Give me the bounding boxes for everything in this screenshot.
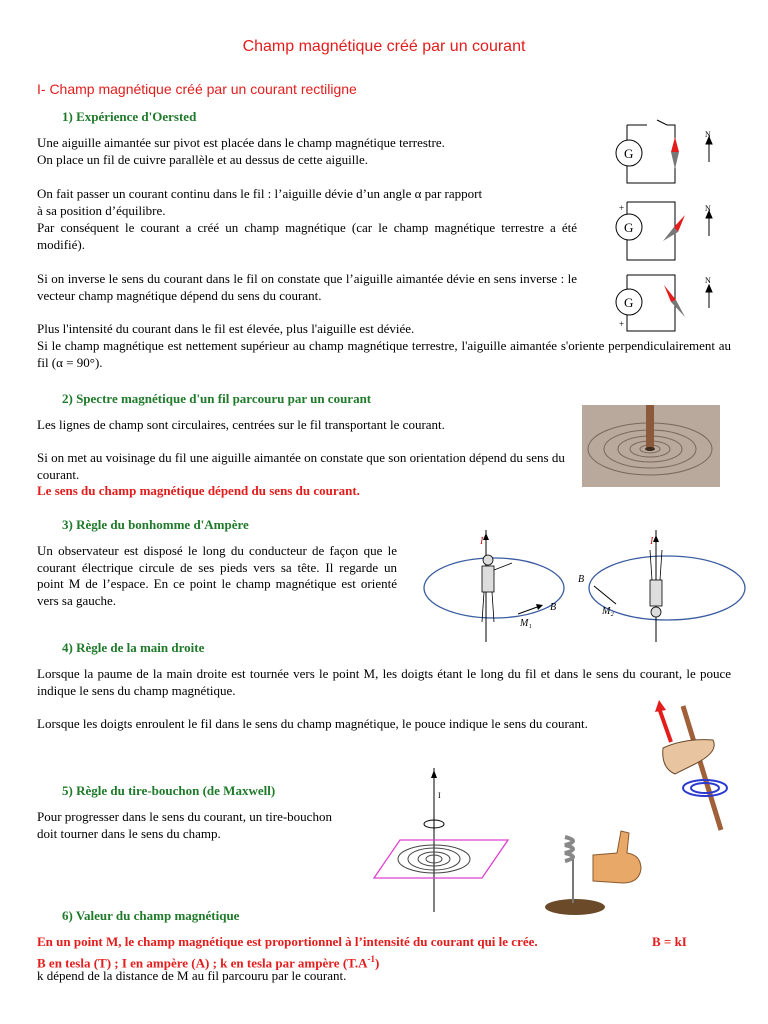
ampere-figure	[422, 530, 750, 645]
oersted-text-5: Plus l'intensité du courant dans le fil est élevée, plus l'aiguille est déviée.	[37, 321, 415, 336]
right-hand-text-1: Lorsque la paume de la main droite est tournée vers le point M, les doigts étant le long du fil et dans le sens du courant, le pouce indique le sens du champ magnétique.	[37, 666, 731, 698]
oersted-line-4: à sa position d’équilibre.	[37, 202, 166, 218]
subsection-4-heading: 4) Règle de la main droite	[62, 640, 205, 655]
oersted-line-2: On place un fil de cuivre parallèle et au dessus de cette aiguille.	[37, 151, 368, 167]
right-hand-figure	[655, 698, 735, 833]
plus-sign: +	[619, 319, 625, 329]
current-label: I	[438, 791, 441, 800]
corkscrew-hand-photo	[545, 825, 655, 917]
subsection-1-heading: 1) Expérience d'Oersted	[62, 109, 197, 124]
b-label: B	[578, 574, 585, 585]
subsection-2-heading: 2) Spectre magnétique d'un fil parcouru par un courant	[62, 391, 372, 406]
b-vector-arrow	[594, 586, 616, 604]
subsection-3-heading: 3) Règle du bonhomme d'Ampère	[62, 517, 249, 532]
oersted-text-2	[37, 186, 577, 219]
oersted-line-1: Une aiguille aimantée sur pivot est placée dans le champ magnétique terrestre.	[37, 135, 445, 150]
b-label: B	[550, 602, 557, 613]
field-formula: B = kI	[652, 934, 687, 949]
north-label: N	[705, 204, 711, 213]
units-text: B en tesla (T) ; I en ampère (A) ; k en tesla par ampère (T.A	[37, 955, 368, 971]
current-label: I	[650, 536, 654, 547]
spectrum-rule: Le sens du champ magnétique dépend du sens du courant.	[37, 483, 360, 498]
north-label: N	[705, 276, 711, 285]
m1-label: M₁	[520, 618, 532, 629]
b-vector-arrow	[518, 606, 540, 614]
corkscrew-figure	[372, 768, 512, 913]
north-label: N	[705, 130, 711, 139]
spectrum-text-2: Si on met au voisinage du fil une aiguille aimantée on constate que son orientation dépend du sens du courant.	[37, 450, 565, 482]
compass-needle-icon	[671, 137, 679, 169]
oersted-figure	[605, 115, 730, 335]
oersted-line-3: On fait passer un courant continu dans le fil : l’aiguille dévie d’un angle α par rapport	[37, 186, 483, 201]
spectrum-text-1: Les lignes de champ sont circulaires, centrées sur le fil transportant le courant.	[37, 417, 445, 432]
field-value-rule: En un point M, le champ magnétique est proportionnel à l’intensité du courant qui le crée.	[37, 934, 538, 949]
ampere-text: Un observateur est disposé le long du conducteur de façon que le courant électrique circule de ses pieds vers sa tête. Il regarde un point M de l’espace. En ce point le champ magnétique est orienté vers sa gauche.	[37, 543, 397, 608]
oersted-text-6: Si le champ magnétique est nettement supérieur au champ magnétique terrestre, l'aiguille aimantée s'oriente perpendiculairement au fil (α = 90°).	[37, 338, 731, 370]
right-hand-text-2: Lorsque les doigts enroulent le fil dans le sens du champ magnétique, le pouce indique le sens du courant.	[37, 716, 588, 731]
corkscrew-text: Pour progresser dans le sens du courant, un tire-bouchon doit tourner dans le sens du champ.	[37, 809, 332, 841]
galvanometer-label: G	[624, 295, 634, 310]
section-heading: I- Champ magnétique créé par un courant rectiligne	[37, 81, 357, 97]
m2-label: M₂	[602, 606, 614, 617]
subsection-6-heading: 6) Valeur du champ magnétique	[62, 908, 240, 923]
k-dependence-text: k dépend de la distance de M au fil parcouru par le courant.	[37, 968, 347, 983]
plus-sign: +	[619, 203, 625, 213]
page-title: Champ magnétique créé par un courant	[242, 38, 526, 55]
north-arrow-icon	[706, 211, 712, 236]
units-exponent: -1	[367, 954, 375, 964]
north-arrow-icon	[706, 137, 712, 162]
iron-filings-photo	[582, 405, 720, 487]
oersted-text-1	[37, 135, 577, 168]
compass-needle-icon	[663, 215, 685, 241]
galvanometer-label: G	[624, 220, 634, 235]
subsection-5-heading: 5) Règle du tire-bouchon (de Maxwell)	[62, 783, 276, 798]
oersted-text-3: Par conséquent le courant a créé un champ magnétique (car le champ magnétique terrestre a été modifié).	[37, 220, 577, 252]
units-close: )	[375, 955, 380, 971]
galvanometer-label: G	[624, 146, 634, 161]
oersted-text-4: Si on inverse le sens du courant dans le fil on constate que l’aiguille aimantée dévie en sens inverse : le vecteur champ magnétique dépend du sens du courant.	[37, 271, 577, 303]
current-label: I	[480, 536, 484, 547]
north-arrow-icon	[706, 285, 712, 308]
